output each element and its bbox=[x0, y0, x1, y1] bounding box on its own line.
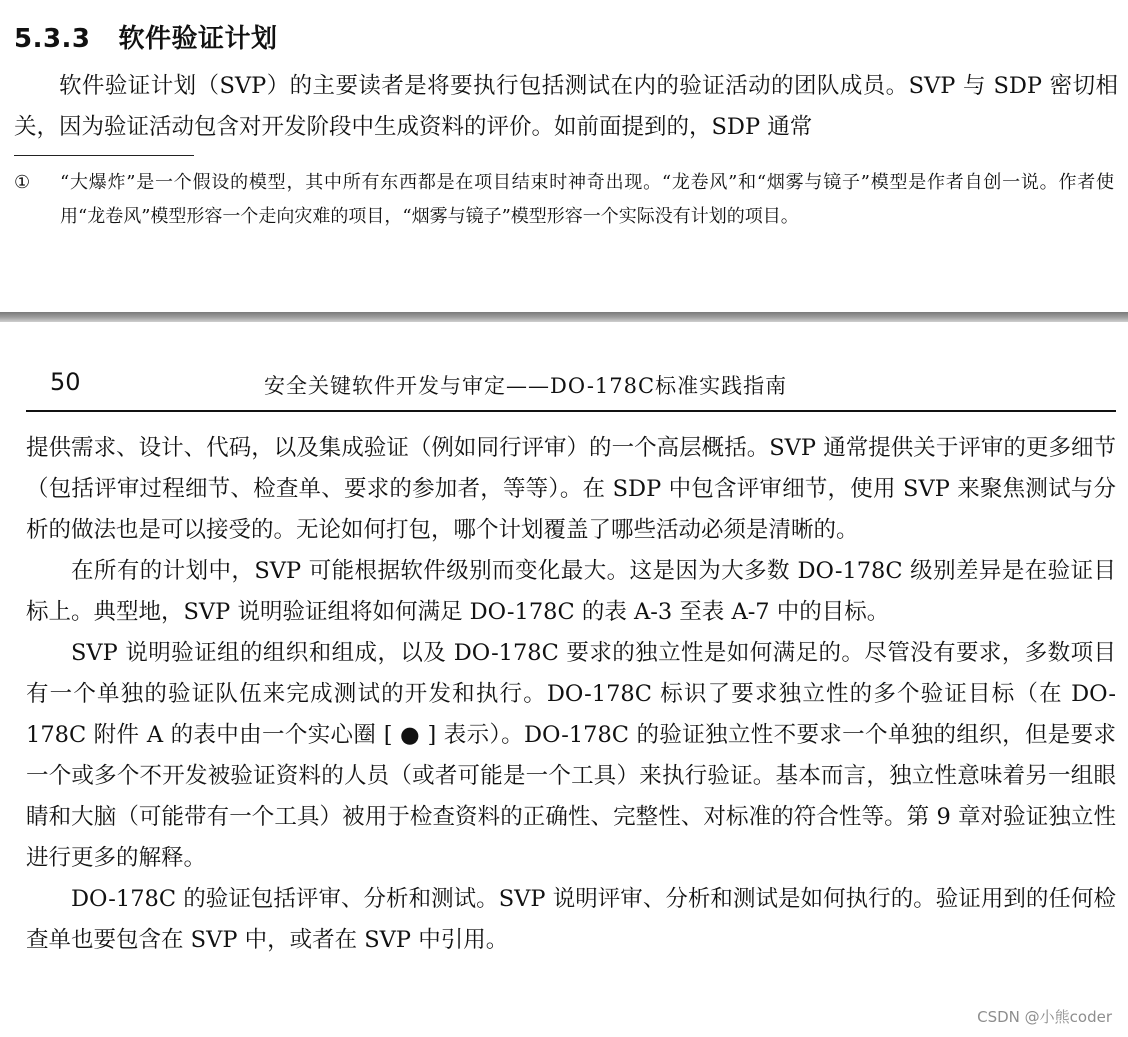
running-header bbox=[26, 366, 1116, 412]
section-title: 软件验证计划 bbox=[118, 24, 278, 54]
paragraph-1: 提供需求、设计、代码，以及集成验证（例如同行评审）的一个高层概括。SVP 通常提供关于评审的更多细节（包括评审过程细节、检查单、要求的参加者，等等）。在 SDP 中包含评审细节，使用 SVP 来聚焦测试与分析的做法也是可以接受的。无论如何打包，哪个计划覆盖了哪些活动必须是清晰的。 bbox=[26, 435, 1116, 543]
footnote-marker: ① bbox=[14, 172, 31, 193]
running-title: 安全关键软件开发与审定——DO-178C标准实践指南 bbox=[264, 374, 788, 398]
paragraph-text: 软件验证计划（SVP）的主要读者是将要执行包括测试在内的验证活动的团队成员。SVP 与 SDP 密切相关，因为验证活动包含对开发阶段中生成资料的评价。如前面提到的，SDP 通常 bbox=[14, 73, 1118, 140]
section-number: 5.3.3 bbox=[14, 24, 91, 54]
section-heading bbox=[14, 18, 278, 55]
page-body bbox=[26, 428, 1116, 961]
page-divider bbox=[0, 312, 1128, 322]
watermark: CSDN @小熊coder bbox=[977, 1008, 1112, 1026]
page-50 bbox=[0, 322, 1128, 1037]
footnote-text: “大爆炸”是一个假设的模型，其中所有东西都是在项目结束时神奇出现。“龙卷风”和“烟雾与镜子”模型是作者自创一说。作者使用“龙卷风”模型形容一个走向灾难的项目，“烟雾与镜子”模型形容一个实际没有计划的项目。 bbox=[60, 172, 1114, 227]
paragraph-4: DO-178C 的验证包括评审、分析和测试。SVP 说明评审、分析和测试是如何执行的。验证用到的任何检查单也要包含在 SVP 中，或者在 SVP 中引用。 bbox=[26, 886, 1116, 953]
previous-page-fragment bbox=[0, 0, 1128, 312]
page-number: 50 bbox=[50, 368, 81, 396]
footnote-divider bbox=[14, 155, 194, 156]
paragraph-3: SVP 说明验证组的组织和组成，以及 DO-178C 要求的独立性是如何满足的。尽管没有要求，多数项目有一个单独的验证队伍来完成测试的开发和执行。DO-178C 标识了要求独立性的多个验证目标（在 DO-178C 附件 A 的表中由一个实心圈 [ ● ] 表示）。DO-178C 的验证独立性不要求一个单独的组织，但是要求一个或多个不开发被验证资料的人员（或者可能是一个工具）来执行验证。基本而言，独立性意味着另一组眼睛和大脑（可能带有一个工具）被用于检查资料的正确性、完整性、对标准的符合性等。第 9 章对验证独立性进行更多的解释。 bbox=[26, 640, 1116, 871]
paragraph-2: 在所有的计划中，SVP 可能根据软件级别而变化最大。这是因为大多数 DO-178C 级别差异是在验证目标上。典型地，SVP 说明验证组将如何满足 DO-178C 的表 A-3 至表 A-7 中的目标。 bbox=[26, 558, 1116, 625]
footnote bbox=[14, 166, 1114, 234]
body-paragraph bbox=[14, 66, 1118, 148]
